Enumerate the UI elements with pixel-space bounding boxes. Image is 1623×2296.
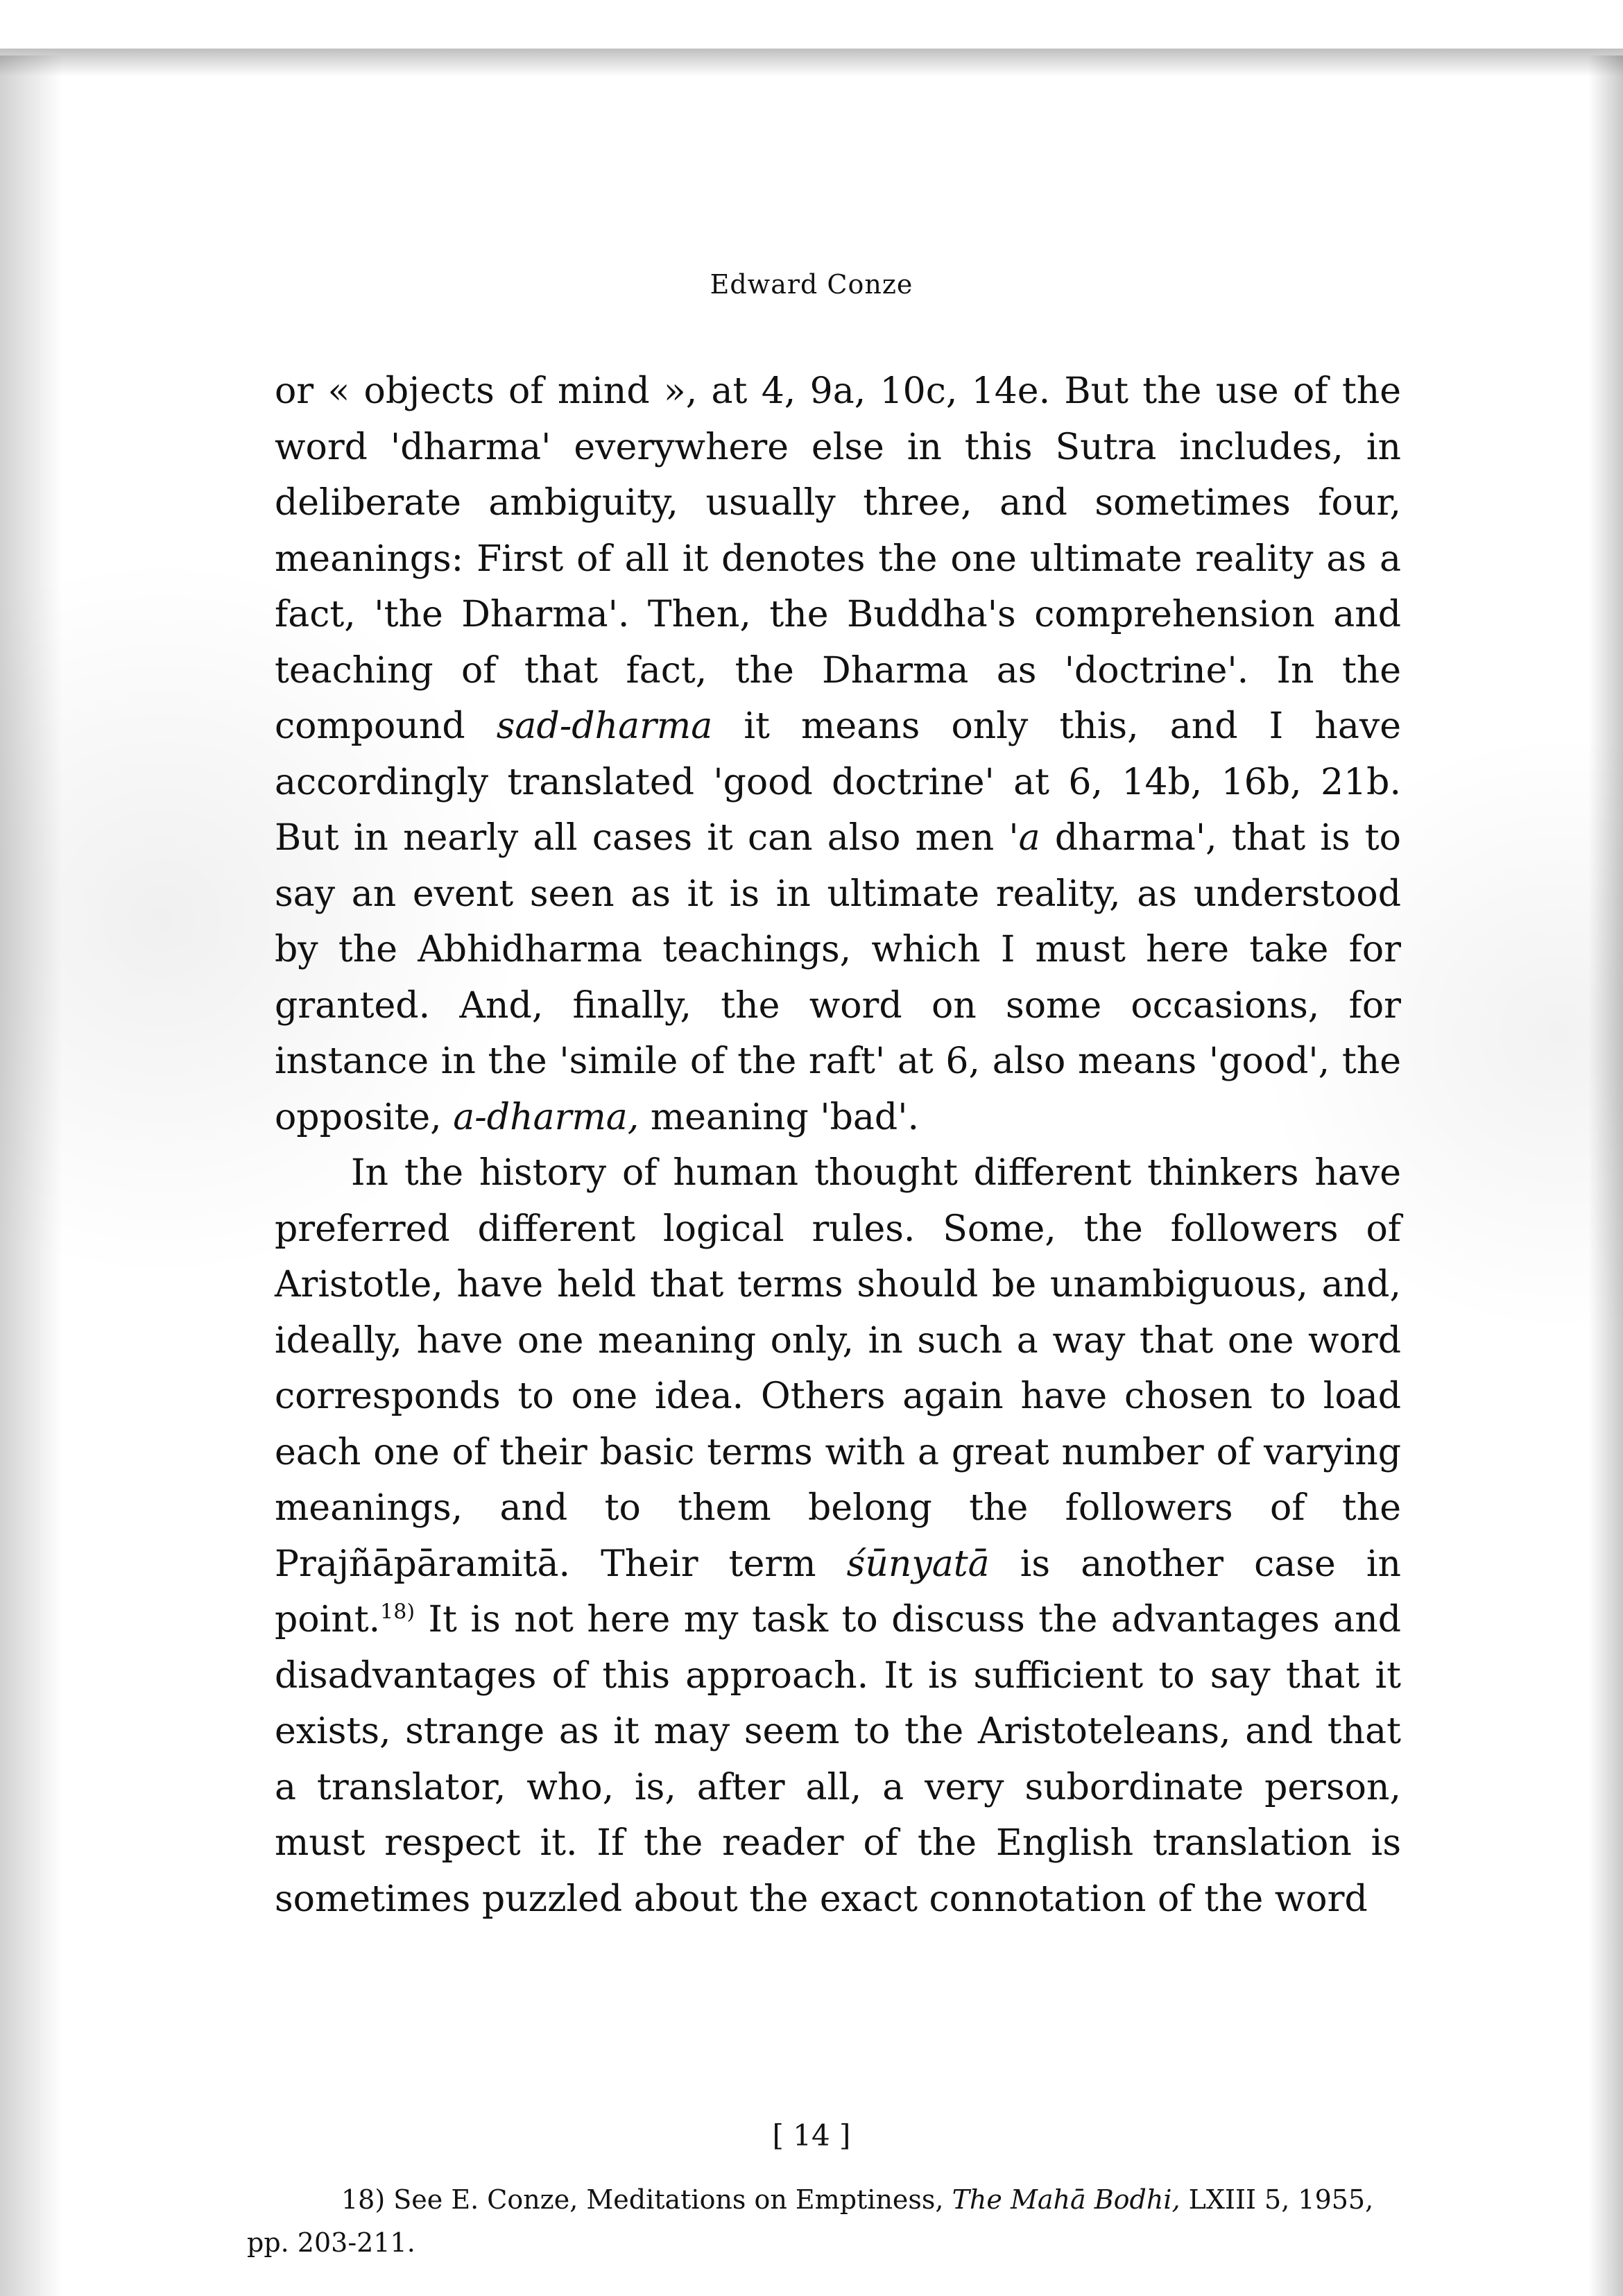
footnote-text-a: See E. Conze, Meditations on Emptiness, [385,2184,952,2215]
footnote-text-c: LXIII 5, 1955, pp. 203-211. [247,2184,1374,2258]
p2-italic-sunyata: śūnyatā [846,1543,990,1585]
scan-shadow-right [1588,55,1623,2296]
p1-text-a: or « objects of mind », at 4, 9a, 10c, 14e. But the use of the word 'dharma' everywhere else in this Sutra includes, in deliberate ambiguity, usually three, and sometimes four, meanings: First of all it denotes the one ultimate reality as a fact, 'the Dharma'. Then, the Buddha's comprehension and teaching of that fact, the Dharma as 'doctrine'. In the compound [275,370,1401,747]
main-text [275,363,1401,1927]
p1-text-c: it means only this, and I have accordingly translated 'good doctrine' at 6, 14b, 16b, 21b. But in nearly all cases it can also men ' [275,705,1401,859]
p2-text-c: is another case in point. [275,1543,1401,1640]
p1-italic-sad-dharma: sad-dharma [496,705,713,747]
paragraph-1 [275,363,1401,1145]
footnote [247,2178,1401,2264]
page-number: [ 14 ] [772,2118,851,2152]
p1-italic-a: a [1018,817,1040,859]
scan-shadow-left [0,55,62,2296]
p1-text-e: dharma', that is to say an event seen as it is in ultimate reality, as understood by the Abhidharma teachings, which I must here take for granted. And, finally, the word on some occasions, for instance in the 'simile of the raft' at 6, also means 'good', the opposite, [275,817,1401,1138]
p2-text-d: It is not here my task to discuss the advantages and disadvantages of this approach. It is sufficient to say that it exists, strange as it may seem to the Aristoteleans, and that a translator, who, is, after all, a very subordinate person, must respect it. If the reader of the English translation is sometimes puzzled about the exact connotation of the word [275,1599,1401,1920]
footnote-italic-maha-bodhi: The Mahā Bodhi, [952,2184,1180,2215]
paragraph-2 [275,1145,1401,1927]
footnote-number: 18) [341,2184,386,2215]
running-header: Edward Conze [710,269,913,300]
p1-text-g: meaning 'bad'. [639,1096,920,1138]
p2-text-a: In the history of human thought different thinkers have preferred different logical rules. Some, the followers of Aristotle, have held that terms should be unambiguous, and, ideally, have one meaning only, in such a way that one word corresponds to one idea. Others again have chosen to load each one of their basic terms with a great number of varying meanings, and to them belong the followers of the Prajñāpāramitā. Their term [275,1152,1401,1585]
p1-italic-a-dharma: a-dharma, [453,1096,639,1138]
footnote-reference-18: 18) [380,1600,415,1625]
scan-shadow-top [0,49,1623,76]
